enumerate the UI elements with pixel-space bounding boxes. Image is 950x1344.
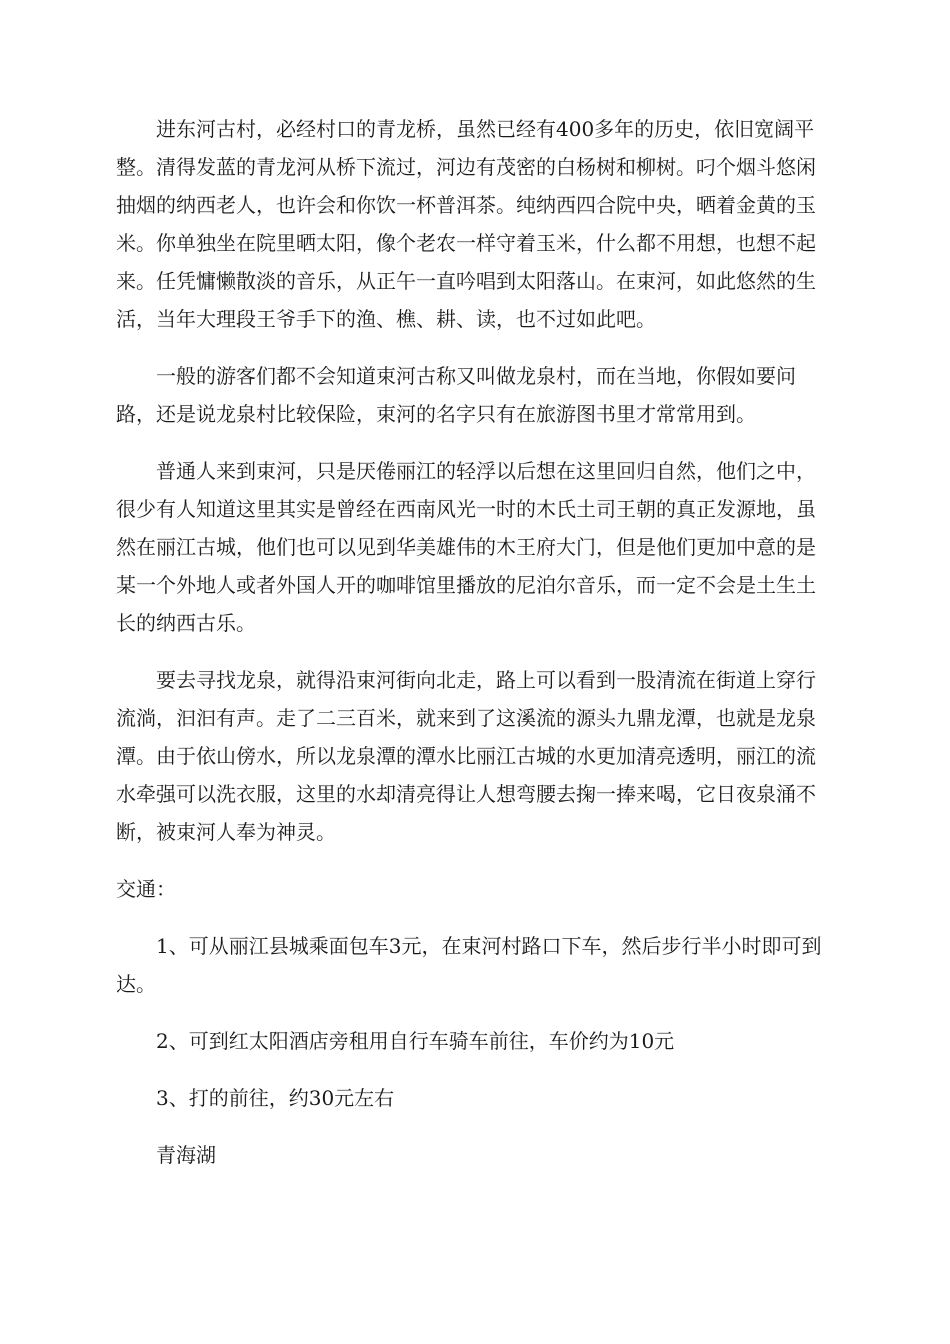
transport-item-3: 3、打的前往，约30元左右 [156,1086,395,1110]
paragraph-visitors: 普通人来到束河，只是厌倦丽江的轻浮以后想在这里回归自然，他们之中，很少有人知道这里其实是曾经在西南风光一时的木氏土司王朝的真正发源地，虽然在丽江古城，他们也可以见到华美雄伟的木王府大门，但是他们更加中意的是某一个外地人或者外国人开的咖啡馆里播放的尼泊尔音乐，而一定不会是土生土长的纳西古乐。 [116,459,816,635]
paragraph-dragon-spring: 要去寻找龙泉，就得沿束河街向北走，路上可以看到一股清流在街道上穿行流淌，汩汩有声。走了二三百米，就来到了这溪流的源头九鼎龙潭，也就是龙泉潭。由于依山傍水，所以龙泉潭的潭水比丽江古城的水更加清亮透明，丽江的流水牵强可以洗衣服，这里的水却清亮得让人想弯腰去掬一捧来喝，它日夜泉涌不断，被束河人奉为神灵。 [116,668,816,844]
paragraph-donghe-village: 进东河古村，必经村口的青龙桥，虽然已经有400多年的历史，依旧宽阔平整。清得发蓝的青龙河从桥下流过，河边有茂密的白杨树和柳树。叼个烟斗悠闲抽烟的纳西老人，也许会和你饮一杯普洱茶。纯纳西四合院中央，晒着金黄的玉米。你单独坐在院里晒太阳，像个老农一样守着玉米，什么都不用想，也想不起来。任凭慵懒散淡的音乐，从正午一直吟唱到太阳落山。在束河，如此悠然的生活，当年大理段王爷手下的渔、樵、耕、读，也不过如此吧。 [116,117,816,331]
paragraph-longquan-village: 一般的游客们都不会知道束河古称又叫做龙泉村，而在当地，你假如要问路，还是说龙泉村比较保险，束河的名字只有在旅游图书里才常常用到。 [116,364,796,426]
transport-item-1: 1、可从丽江县城乘面包车3元，在束河村路口下车，然后步行半小时即可到达。 [116,934,822,996]
document-page [116,110,834,1174]
transport-item-2: 2、可到红太阳酒店旁租用自行车骑车前往，车价约为10元 [156,1029,675,1053]
transport-heading: 交通： [116,877,176,901]
next-section-title: 青海湖 [156,1143,216,1167]
